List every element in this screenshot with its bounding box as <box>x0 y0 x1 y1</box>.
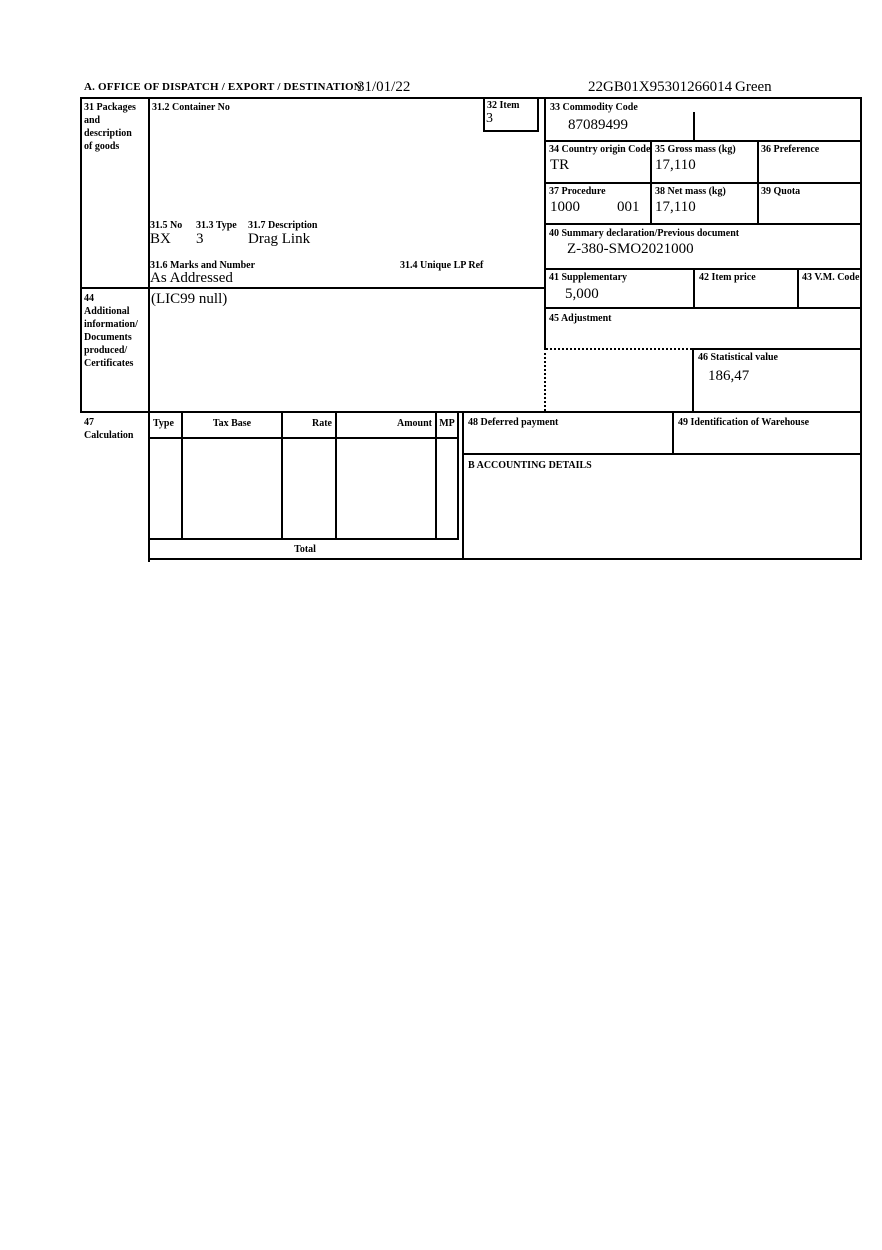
table-divider-type <box>181 413 183 538</box>
statistical-value-label: 46 Statistical value <box>698 352 778 363</box>
accounting-details-label: B ACCOUNTING DETAILS <box>468 460 592 471</box>
gross-mass-value: 17,110 <box>655 157 696 173</box>
border-right <box>860 97 862 560</box>
col-header-mp: MP <box>439 418 455 429</box>
col-divider-42-43 <box>797 268 799 307</box>
box46-left <box>692 348 694 411</box>
row-line-37 <box>544 223 862 225</box>
container-no-label: 31.2 Container No <box>152 102 230 113</box>
label-column-divider <box>148 97 150 562</box>
declaration-number: 22GB01X95301266014 <box>588 79 733 95</box>
marks-and-number-label: 31.6 Marks and Number <box>150 260 256 271</box>
supplementary-label: 41 Supplementary <box>549 272 628 283</box>
commodity-code-value: 87089499 <box>568 117 628 133</box>
row-line-40 <box>544 268 862 270</box>
summary-declaration-value: Z-380-SMO2021000 <box>567 241 694 257</box>
supplementary-value: 5,000 <box>565 286 599 302</box>
table-divider-taxbase <box>281 413 283 538</box>
item-number-value: 3 <box>486 111 493 126</box>
table-right-border <box>457 413 459 538</box>
item-price-label: 42 Item price <box>699 272 756 283</box>
row-line-33 <box>544 140 862 142</box>
additional-information-value: (LIC99 null) <box>151 291 228 307</box>
box46-top <box>692 348 862 350</box>
vm-code-label: 43 V.M. Code <box>802 272 860 283</box>
packages-no-value: BX <box>150 231 171 247</box>
col-header-rate: Rate <box>312 418 332 429</box>
marks-and-number-value: As Addressed <box>150 270 233 286</box>
table-divider-rate <box>335 413 337 538</box>
gross-mass-label: 35 Gross mass (kg) <box>655 144 736 155</box>
sad-form-grid <box>80 97 862 562</box>
box-44-label: 44 Additional information/ Documents produced/ Certificates <box>84 293 138 369</box>
procedure-label: 37 Procedure <box>549 186 606 197</box>
col-header-tax-base: Tax Base <box>212 418 252 429</box>
total-label: Total <box>294 544 316 555</box>
summary-declaration-label: 40 Summary declaration/Previous document <box>549 228 740 239</box>
office-of-dispatch-label: A. OFFICE OF DISPATCH / EXPORT / DESTINATION <box>84 81 362 93</box>
commodity-code-divider <box>693 112 695 140</box>
warehouse-id-label: 49 Identification of Warehouse <box>678 417 810 428</box>
row-line-41 <box>544 307 862 309</box>
center-divider-dotted <box>544 348 546 411</box>
box31-box44-divider <box>80 287 546 289</box>
unique-lp-ref-label: 31.4 Unique LP Ref <box>400 260 484 271</box>
table-body-bottom <box>148 538 459 540</box>
procedure-value-2: 001 <box>617 199 640 215</box>
col-divider-48-49 <box>672 413 674 453</box>
net-mass-label: 38 Net mass (kg) <box>655 186 726 197</box>
goods-description-value: Drag Link <box>248 231 311 247</box>
deferred-payment-label: 48 Deferred payment <box>468 417 559 428</box>
statistical-value: 186,47 <box>708 368 750 384</box>
commodity-code-label: 33 Commodity Code <box>550 102 638 113</box>
box-31-label: 31 Packages and description of goods <box>84 102 136 152</box>
col-divider-35-36 <box>757 140 759 223</box>
box45-dotted-bottom <box>546 348 692 350</box>
table-header-bottom <box>148 437 459 439</box>
table-divider-amount <box>435 413 437 538</box>
border-top <box>80 97 862 99</box>
box-32-label: 32 Item <box>487 100 520 111</box>
preference-label: 36 Preference <box>761 144 820 155</box>
col-header-type: Type <box>153 418 174 429</box>
goods-description-label: 31.7 Description <box>248 220 318 231</box>
adjustment-label: 45 Adjustment <box>549 313 612 324</box>
accounting-top-line <box>462 453 862 455</box>
quota-label: 39 Quota <box>761 186 801 197</box>
country-origin-label: 34 Country origin Code <box>549 144 651 155</box>
net-mass-value: 17,110 <box>655 199 696 215</box>
packages-type-value: 3 <box>196 231 204 247</box>
form-bottom-line <box>148 558 862 560</box>
packages-no-label: 31.5 No <box>150 220 183 231</box>
routing-status: Green <box>735 79 772 95</box>
col-header-amount: Amount <box>396 418 432 429</box>
bottom-section-top-line <box>80 411 862 413</box>
procedure-value-1: 1000 <box>550 199 580 215</box>
box-47-label: 47 Calculation <box>84 417 134 441</box>
country-origin-value: TR <box>550 157 570 173</box>
accounting-left-border <box>462 413 464 558</box>
col-divider-41-42 <box>693 268 695 307</box>
dispatch-date: 31/01/22 <box>357 79 411 95</box>
packages-type-label: 31.3 Type <box>196 220 237 231</box>
border-left <box>80 97 82 413</box>
row-line-34 <box>544 182 862 184</box>
